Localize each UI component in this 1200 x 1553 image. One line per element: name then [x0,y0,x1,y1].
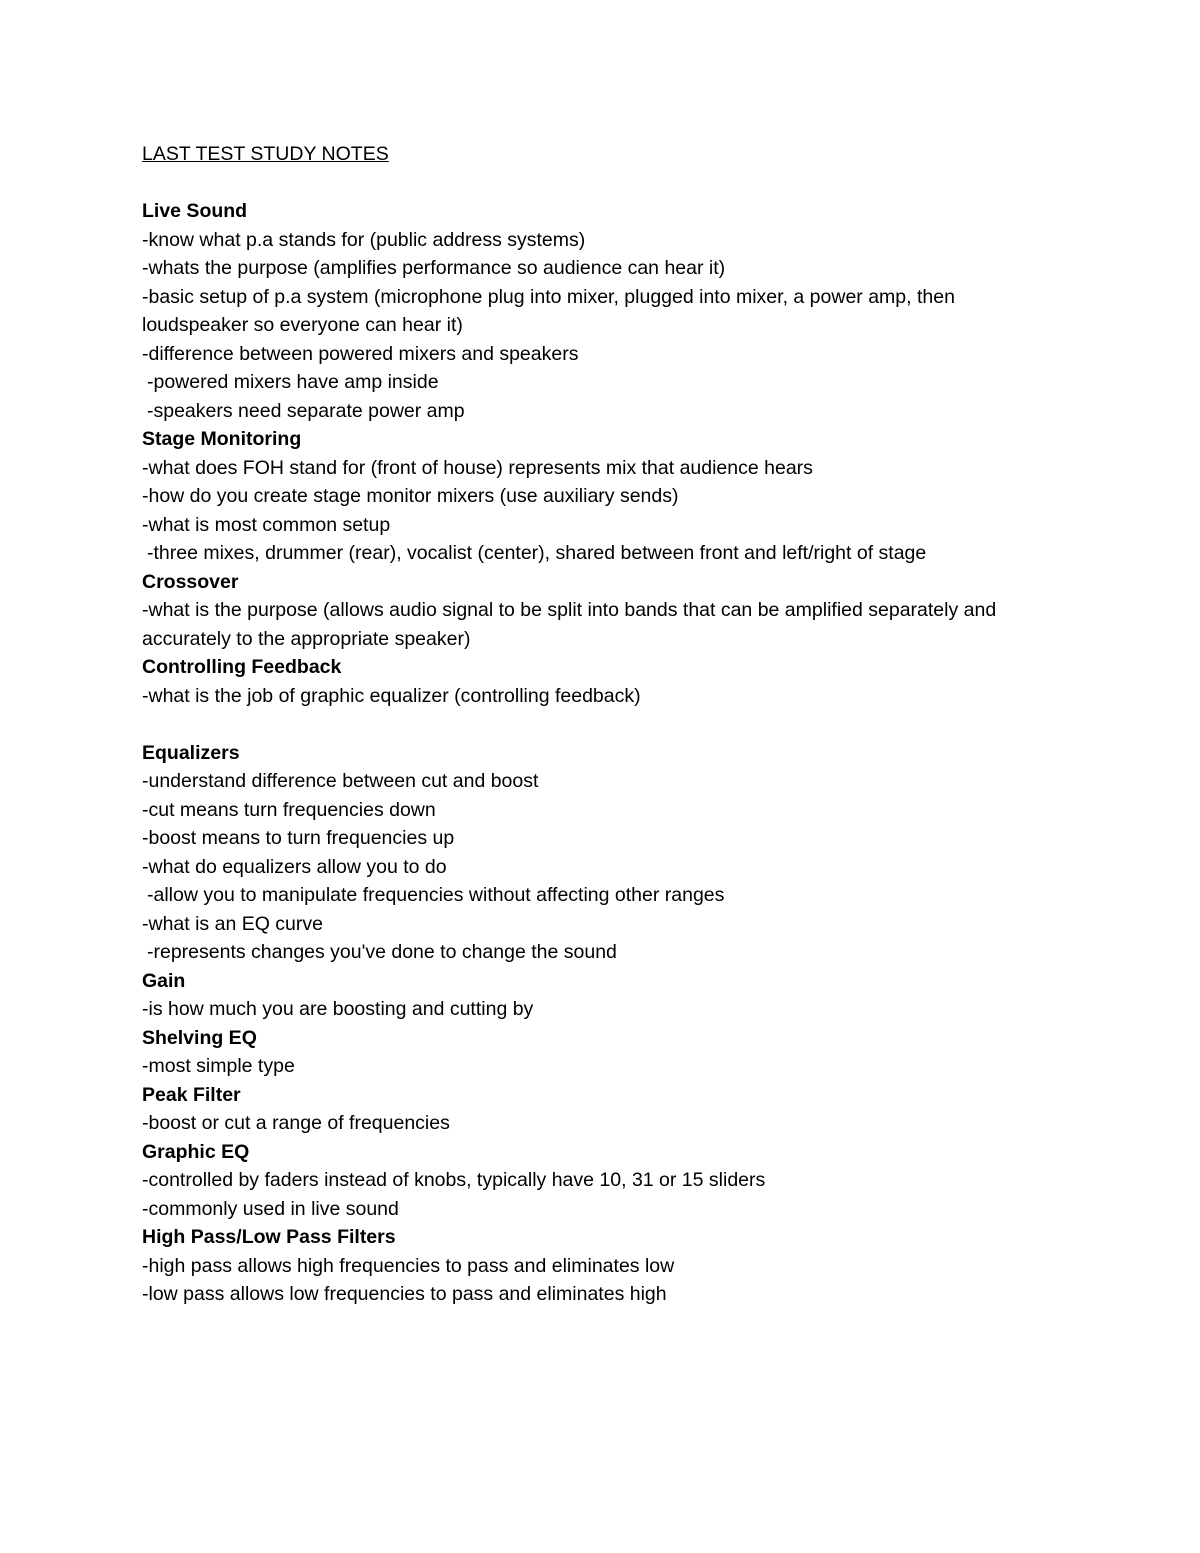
note-subline: -represents changes you've done to change the sound [147,941,617,963]
section-gain [142,967,1062,1024]
note-line: -whats the purpose (amplifies performance so audience can hear it) [142,257,726,279]
note-line: -cut means turn frequencies down [142,798,436,821]
note-line: -most simple type [142,1055,295,1077]
section-live-sound [142,197,1062,425]
document-title: LAST TEST STUDY NOTES [142,143,389,165]
section-heading: Peak Filter [142,1083,241,1106]
section-graphic-eq [142,1138,1062,1224]
note-line: -commonly used in live sound [142,1197,399,1220]
note-line: -what is an EQ curve [142,912,323,935]
note-line: -know what p.a stands for (public address systems) [142,228,586,251]
note-line: -what is the purpose (allows audio signal to be split into bands that can be amplified separately and accurately to the appropriate speaker) [142,599,997,650]
note-line: -is how much you are boosting and cutting by [142,998,534,1020]
section-heading: Gain [142,969,186,992]
note-line: -basic setup of p.a system (microphone plug into mixer, plugged into mixer, a power amp, then loudspeaker so everyone can hear it) [142,285,955,336]
document-content [142,140,1062,1309]
note-line: -high pass allows high frequencies to pass and eliminates low [142,1254,675,1277]
section-stage-monitoring [142,425,1062,568]
section-shelving-eq [142,1024,1062,1081]
note-line: -controlled by faders instead of knobs, typically have 10, 31 or 15 sliders [142,1169,766,1191]
note-line: -difference between powered mixers and speakers [142,342,579,365]
note-line: -what is the job of graphic equalizer (controlling feedback) [142,684,641,707]
section-crossover [142,568,1062,654]
section-peak-filter [142,1081,1062,1138]
section-heading: Equalizers [142,741,240,764]
section-heading: High Pass/Low Pass Filters [142,1226,396,1248]
note-line: -understand difference between cut and boost [142,770,539,792]
section-controlling-feedback [142,653,1062,710]
section-heading: Stage Monitoring [142,428,302,450]
section-heading: Live Sound [142,200,248,222]
note-subline: -speakers need separate power amp [147,399,465,422]
note-line: -low pass allows low frequencies to pass and eliminates high [142,1283,667,1305]
note-line: -what is most common setup [142,513,391,536]
note-line: -boost or cut a range of frequencies [142,1112,450,1134]
note-subline: -powered mixers have amp inside [147,371,439,393]
note-line: -how do you create stage monitor mixers (use auxiliary sends) [142,485,679,507]
section-heading: Shelving EQ [142,1026,257,1049]
section-equalizers [142,739,1062,967]
note-subline: -allow you to manipulate frequencies without affecting other ranges [147,884,725,906]
note-subline: -three mixes, drummer (rear), vocalist (center), shared between front and left/right of stage [147,542,927,564]
section-heading: Controlling Feedback [142,656,342,678]
note-line: -what do equalizers allow you to do [142,855,447,878]
section-high-low-pass-filters [142,1223,1062,1309]
section-heading: Graphic EQ [142,1140,250,1163]
note-line: -boost means to turn frequencies up [142,827,455,849]
section-heading: Crossover [142,570,239,593]
note-line: -what does FOH stand for (front of house) represents mix that audience hears [142,456,813,479]
